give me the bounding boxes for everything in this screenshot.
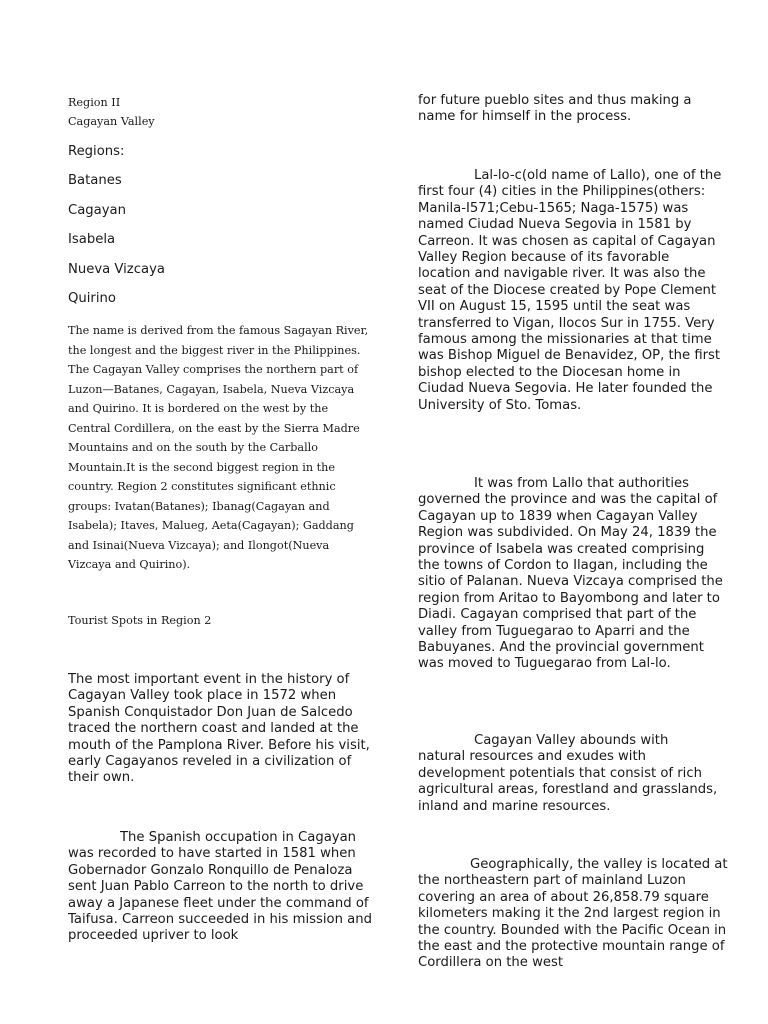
lallo-paragraph: Lal-lo-c(old name of Lallo), one of the first four (4) cities in the Philippines(others: Manila-I571;Cebu-1565; Naga-1575) was named Ciudad Nueva Segovia in 1581 by Carreon. It was chosen as capital of Cagayan Valley Region because of its favorable location and navigable river. It was also the seat of the Diocese created by Pope Clement VII on August 15, 1595 until the seat was transferred to Vigan, Ilocos Sur in 1755. Very famous among the missionaries at that time was Bishop Miguel de Benavidez, OP, the first bishop elected to the Diocesan home in Ciudad Nueva Segovia. He later founded the University of Sto. Tomas.: [418, 168, 722, 413]
regions-label: Regions:: [68, 144, 125, 159]
geography-paragraph: Geographically, the valley is located at the northeastern part of mainland Luzon covering an area of about 26,858.79 square kilometers making it the 2nd largest region in the country. Bounded with the Pacific Ocean in the east and the protective mountain range of Cordillera on the west: [418, 857, 728, 971]
region-heading: Region II: [68, 96, 121, 109]
history-paragraph: The most important event in the history of Cagayan Valley took place in 1572 when Spanish Conquistador Don Juan de Salcedo traced the northern coast and landed at the mouth of the Pamplona River. Before his visit, early Cagayanos reveled in a civilization of their own.: [68, 672, 370, 786]
region-item: Nueva Vizcaya: [68, 262, 165, 277]
continued-paragraph: for future pueblo sites and thus making a name for himself in the process.: [418, 93, 692, 125]
resources-paragraph: Cagayan Valley abounds with natural resources and exudes with development potentials that consist of rich agricultural areas, forestland and grasslands, inland and marine resources.: [418, 733, 718, 814]
region-description: The name is derived from the famous Sagayan River, the longest and the biggest river in the Philippines. The Cagayan Valley comprises the northern part of Luzon—Batanes, Cagayan, Isabela, Nueva Vizcaya and Quirino. It is bordered on the west by the Central Cordillera, on the east by the Sierra Madre Mountains and on the south by the Carballo Mountain.It is the second biggest region in the country. Region 2 constitutes significant ethnic groups: Ivatan(Batanes); Ibanag(Cagayan and Isabela); Itaves, Malueg, Aeta(Cagayan); Gaddang and Isinai(Nueva Vizcaya); and Ilongot(Nueva Vizcaya and Quirino).: [68, 324, 369, 571]
region-subheading: Cagayan Valley: [68, 115, 155, 128]
region-item: Batanes: [68, 173, 122, 188]
region-item: Isabela: [68, 232, 116, 247]
tourist-spots-heading: Tourist Spots in Region 2: [68, 614, 212, 627]
region-item: Quirino: [68, 291, 116, 306]
history-paragraph: The Spanish occupation in Cagayan was recorded to have started in 1581 when Gobernador Gonzalo Ronquillo de Penaloza sent Juan Pablo Carreon to the north to drive away a Japanese fleet under the command of Taifusa. Carreon succeeded in his mission and proceeded upriver to look: [68, 830, 372, 944]
region-item: Cagayan: [68, 203, 126, 218]
lallo-capital-paragraph: It was from Lallo that authorities governed the province and was the capital of Cagayan up to 1839 when Cagayan Valley Region was subdivided. On May 24, 1839 the province of Isabela was created comprising the towns of Cordon to Ilagan, including the sitio of Palanan. Nueva Vizcaya comprised the region from Aritao to Bayombong and later to Diadi. Cagayan comprised that part of the valley from Tuguegarao to Aparri and the Babuyanes. And the provincial government was moved to Tuguegarao from Lal-lo.: [418, 476, 723, 672]
